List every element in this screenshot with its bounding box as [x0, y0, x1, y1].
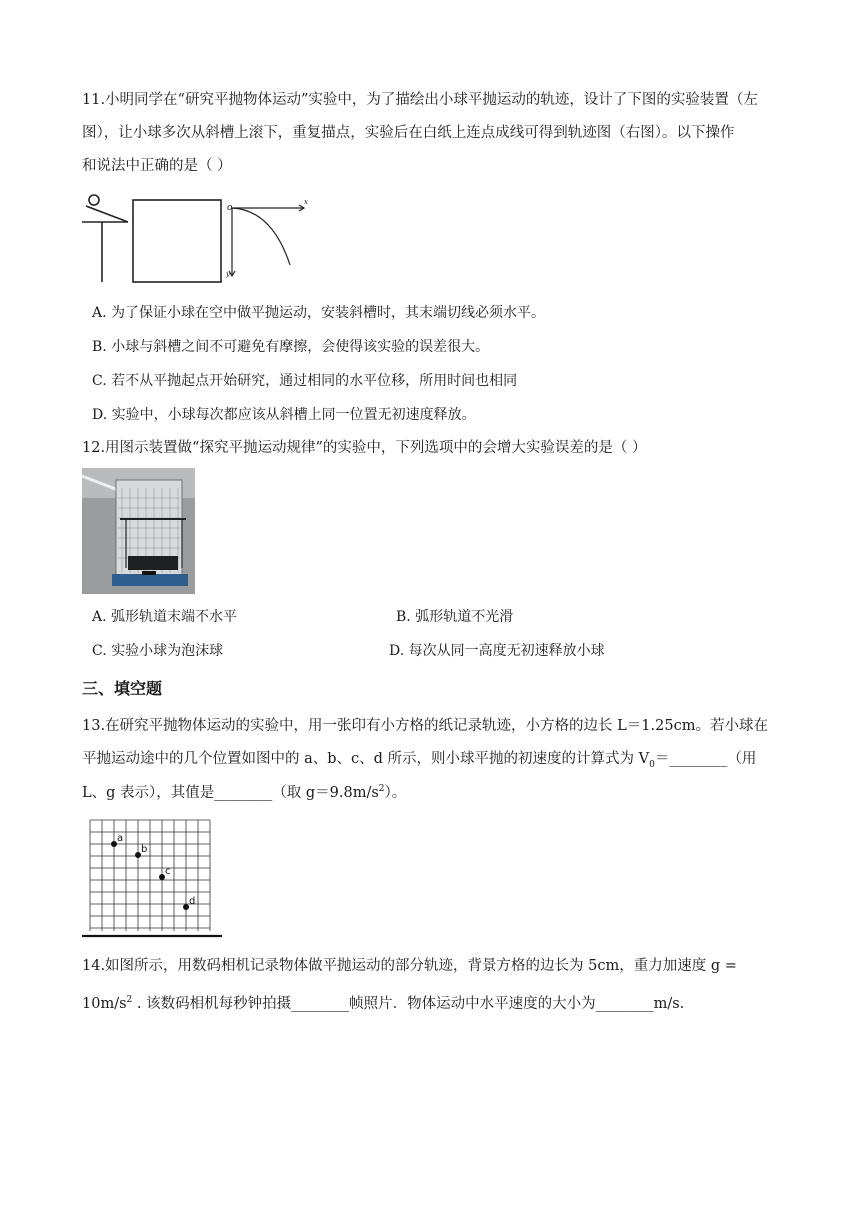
q11-option-c: C. 若不从平抛起点开始研究，通过相同的水平位移，所用时间也相同 [92, 373, 518, 389]
trajectory-point-label-c: c [165, 866, 171, 877]
origin-label: o [227, 203, 233, 213]
q11-option-b: B. 小球与斜槽之间不可避免有摩擦，会使得该实验的误差很大。 [92, 339, 490, 355]
q12-apparatus-photo [82, 468, 195, 594]
q13-grid-figure [82, 815, 222, 941]
q12-option-d: D. 每次从同一高度无初速释放小球 [389, 643, 605, 659]
q11-apparatus-figure [82, 190, 312, 290]
q13-stem-line-2: 平抛运动途中的几个位置如图中的 a、b、c、d 所示，则小球平抛的初速度的计算式为 $V_0=\_\_\_\_\_\_\_\_$（用 [82, 751, 757, 770]
q11-stem-line-3: 和说法中正确的是（ ） [82, 158, 232, 174]
white-board [133, 200, 221, 282]
q13-stem-line-3: L、g 表示），其值是________（取 $g=9.8m/s^2$）。 [82, 784, 407, 801]
trajectory-point-label-b: b [141, 844, 148, 855]
q12-option-b: B. 弧形轨道不光滑 [396, 609, 514, 625]
q13-stem-line-1: 13.在研究平抛物体运动的实验中，用一张印有小方格的纸记录轨迹，小方格的边长 L＝1.25cm。若小球在 [82, 718, 768, 734]
q11-option-a: A. 为了保证小球在空中做平抛运动，安装斜槽时，其末端切线必须水平。 [92, 305, 546, 321]
incline-apparatus [82, 195, 221, 282]
trajectory-point-label-d: d [189, 896, 196, 907]
trajectory-point-label-a: a [117, 833, 124, 844]
q12-option-a: A. 弧形轨道末端不水平 [92, 609, 238, 625]
section-heading-fill-in: 三、填空题 [82, 679, 163, 698]
ball-icon [89, 195, 99, 205]
trajectory-plot [229, 205, 304, 276]
q12-option-c: C. 实验小球为泡沫球 [92, 643, 224, 659]
q12-stem: 12.用图示装置做“探究平抛运动规律”的实验中，下列选项中的会增大实验误差的是（ ） [82, 440, 647, 456]
q14-stem-line-2: $10m/s^2$ . 该数码相机每秒钟拍摄________帧照片．物体运动中水平速度的大小为________m/s. [82, 995, 685, 1012]
y-axis-label: y [226, 270, 230, 278]
x-axis-label: x [304, 198, 308, 206]
q11-option-d: D. 实验中，小球每次都应该从斜槽上同一位置无初速度释放。 [92, 407, 476, 423]
q11-stem-line-1: 11.小明同学在“研究平抛物体运动”实验中，为了描绘出小球平抛运动的轨迹，设计了下图的实验装置（左 [82, 92, 758, 108]
q11-stem-line-2: 图），让小球多次从斜槽上滚下，重复描点，实验后在白纸上连点成线可得到轨迹图（右图）。以下操作 [82, 125, 735, 141]
q14-stem-line-1: 14.如图所示，用数码相机记录物体做平抛运动的部分轨迹，背景方格的边长为 5cm，重力加速度 g = [82, 958, 737, 974]
